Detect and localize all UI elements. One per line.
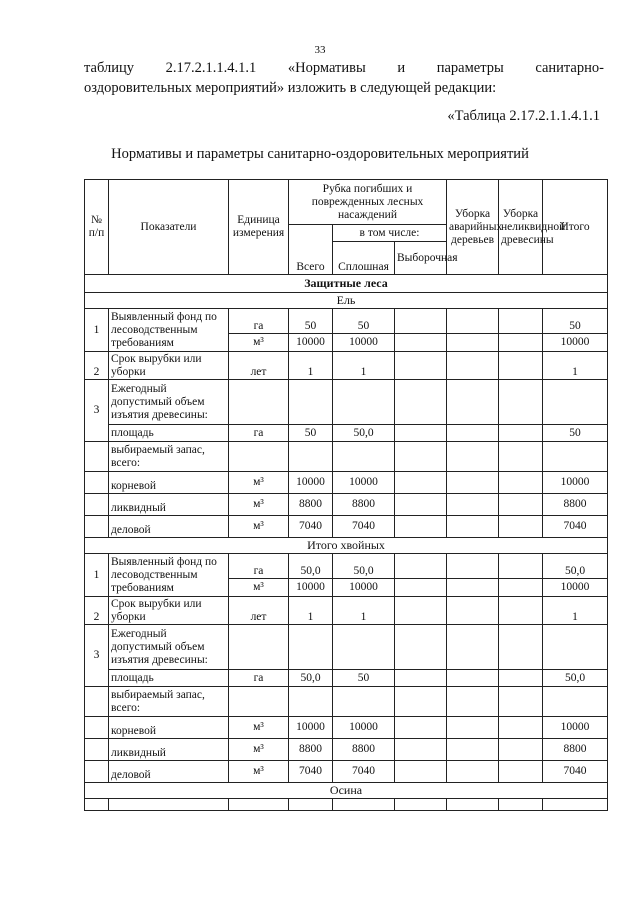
- row-unit: м³: [229, 761, 289, 783]
- intro-word: и: [397, 60, 406, 76]
- cell-total: 50,0: [543, 554, 608, 579]
- intro-line-2: оздоровительных мероприятий» изложить в следующей редакции:: [84, 80, 497, 96]
- cell-clear: 10000: [333, 579, 395, 597]
- row-indicator: Ежегодный допустимый объем изъятия древесины:: [109, 380, 229, 425]
- row-unit: м³: [229, 334, 289, 352]
- header-felling-total: Всего: [289, 225, 333, 275]
- cell-total: 50: [543, 309, 608, 334]
- row-unit: м³: [229, 472, 289, 494]
- header-clear: Сплошная: [333, 242, 395, 275]
- row-indicator: площадь: [109, 670, 229, 687]
- cell-clear: 50,0: [333, 554, 395, 579]
- cell-all: 10000: [289, 334, 333, 352]
- row-number: 2: [85, 352, 109, 380]
- row-indicator: Срок вырубки или уборки: [109, 597, 229, 625]
- row-indicator: Ежегодный допустимый объем изъятия древесины:: [109, 625, 229, 670]
- table-row: [85, 309, 608, 334]
- table-reference: «Таблица 2.17.2.1.1.4.1.1: [447, 108, 600, 124]
- cell-all: 8800: [289, 739, 333, 761]
- row-number: 3: [85, 625, 109, 687]
- page-number: 33: [314, 44, 326, 56]
- row-indicator: корневой: [109, 472, 229, 494]
- cell-all: 8800: [289, 494, 333, 516]
- cell-clear: 50,0: [333, 425, 395, 442]
- cell-clear: 8800: [333, 494, 395, 516]
- cell-all: 50: [289, 425, 333, 442]
- row-unit: м³: [229, 494, 289, 516]
- header-emergency: Уборка аварийных деревьев: [447, 180, 499, 275]
- cell-clear: 50: [333, 670, 395, 687]
- row-indicator: площадь: [109, 425, 229, 442]
- row-unit: га: [229, 425, 289, 442]
- row-unit: га: [229, 309, 289, 334]
- cell-total: 50,0: [543, 670, 608, 687]
- cell-all: 1: [289, 597, 333, 625]
- row-number: 2: [85, 597, 109, 625]
- cell-all: 7040: [289, 761, 333, 783]
- table-row: [85, 472, 608, 494]
- cell-clear: 50: [333, 309, 395, 334]
- cell-total: 10000: [543, 472, 608, 494]
- row-indicator: выбираемый запас, всего:: [109, 442, 229, 472]
- intro-word: 2.17.2.1.1.4.1.1: [165, 60, 257, 76]
- cell-clear: 10000: [333, 334, 395, 352]
- intro-word: параметры: [436, 60, 504, 76]
- row-indicator: Срок вырубки или уборки: [109, 352, 229, 380]
- table-row: [85, 739, 608, 761]
- cell-all: 50: [289, 309, 333, 334]
- cell-total: 10000: [543, 334, 608, 352]
- cell-all: 10000: [289, 717, 333, 739]
- row-indicator: Выявленный фонд по лесоводственным требованиям: [109, 554, 229, 597]
- cell-clear: 1: [333, 352, 395, 380]
- group-title: Ель: [85, 293, 608, 309]
- intro-word: санитарно-: [535, 60, 604, 76]
- cell-total: 8800: [543, 739, 608, 761]
- cell-all: 50,0: [289, 670, 333, 687]
- group-title: Итого хвойных: [85, 538, 608, 554]
- header-unit: Единица измерения: [229, 180, 289, 275]
- cell-total: 1: [543, 352, 608, 380]
- row-unit: га: [229, 670, 289, 687]
- header-indicator: Показатели: [109, 180, 229, 275]
- section-title: Защитные леса: [85, 275, 608, 293]
- table-row: [85, 425, 608, 442]
- header-selective: Выборочная: [395, 242, 447, 275]
- table-row: [85, 625, 608, 670]
- table-row: [85, 761, 608, 783]
- row-indicator: Выявленный фонд по лесоводственным требованиям: [109, 309, 229, 352]
- row-number: 1: [85, 309, 109, 352]
- intro-word: «Нормативы: [287, 60, 366, 76]
- cell-total: 8800: [543, 494, 608, 516]
- row-unit: га: [229, 554, 289, 579]
- cell-total: 1: [543, 597, 608, 625]
- row-indicator: деловой: [109, 516, 229, 538]
- table-row: [85, 516, 608, 538]
- cell-all: 50,0: [289, 554, 333, 579]
- cell-clear: 1: [333, 597, 395, 625]
- row-unit: м³: [229, 516, 289, 538]
- row-unit: м³: [229, 579, 289, 597]
- table-row: [85, 380, 608, 425]
- table-row: [85, 670, 608, 687]
- row-unit: м³: [229, 717, 289, 739]
- row-indicator: деловой: [109, 761, 229, 783]
- norms-table: [84, 179, 608, 811]
- row-number: 1: [85, 554, 109, 597]
- cell-clear: 7040: [333, 516, 395, 538]
- cell-all: 7040: [289, 516, 333, 538]
- cell-total: 7040: [543, 516, 608, 538]
- cell-all: 10000: [289, 472, 333, 494]
- table-row: [85, 352, 608, 380]
- cell-clear: 7040: [333, 761, 395, 783]
- table-row: [85, 687, 608, 717]
- row-indicator: корневой: [109, 717, 229, 739]
- intro-word: таблицу: [84, 60, 134, 76]
- header-illiquid: Уборка неликвидной древесины: [499, 180, 543, 275]
- intro-line-1: [84, 58, 604, 78]
- table-row: [85, 494, 608, 516]
- row-number: 3: [85, 380, 109, 442]
- header-num: № п/п: [85, 180, 109, 275]
- row-indicator: ликвидный: [109, 494, 229, 516]
- document-title: Нормативы и параметры санитарно-оздоровительных мероприятий: [111, 146, 529, 162]
- cell-all: 10000: [289, 579, 333, 597]
- cell-clear: 8800: [333, 739, 395, 761]
- cell-total: 50: [543, 425, 608, 442]
- cell-total: 7040: [543, 761, 608, 783]
- row-unit: лет: [229, 597, 289, 625]
- cell-all: 1: [289, 352, 333, 380]
- cell-total: 10000: [543, 717, 608, 739]
- row-indicator: выбираемый запас, всего:: [109, 687, 229, 717]
- header-felling: Рубка погибших и поврежденных лесных насаждений: [289, 180, 447, 225]
- cell-clear: 10000: [333, 717, 395, 739]
- table-row: [85, 717, 608, 739]
- cell-total: 10000: [543, 579, 608, 597]
- table-row: [85, 597, 608, 625]
- group-title: Осина: [85, 783, 608, 799]
- table-row: [85, 442, 608, 472]
- row-unit: лет: [229, 352, 289, 380]
- cell-clear: 10000: [333, 472, 395, 494]
- table-row: [85, 554, 608, 579]
- row-unit: м³: [229, 739, 289, 761]
- intro-paragraph: [84, 58, 604, 98]
- row-indicator: ликвидный: [109, 739, 229, 761]
- header-including: в том числе:: [333, 225, 447, 242]
- header-total: Итого: [543, 180, 608, 275]
